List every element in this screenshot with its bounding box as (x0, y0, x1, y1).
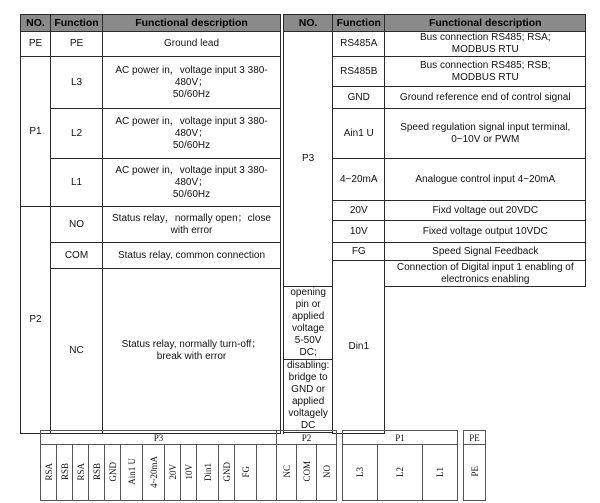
header-no: NO. (21, 15, 51, 32)
p1-description: AC power in，voltage input 3 380-480V； 50/60Hz (103, 57, 281, 109)
p3-description: Fixd voltage out 20VDC (385, 201, 586, 221)
p1-description: AC power in，voltage input 3 380-480V； 50/60Hz (103, 109, 281, 159)
header-function: Function (51, 15, 103, 32)
p1-function: L3 (51, 57, 103, 109)
p3-description: Speed regulation signal input terminal, 0~10V or PWM (385, 109, 586, 159)
p1-function: L1 (51, 159, 103, 207)
p3-description: Speed Signal Feedback (385, 243, 586, 261)
p3-description: Ground reference end of control signal (385, 87, 586, 109)
p2-function: NC (51, 269, 103, 434)
header-function-right: Function (333, 15, 385, 32)
terminal-group-p2: P2 (277, 431, 337, 445)
p3-function: 10V (333, 221, 385, 243)
p2-no: P2 (21, 207, 51, 434)
p1-function: L2 (51, 109, 103, 159)
terminal-pin: COM (297, 445, 317, 501)
terminal-pin: Ain1 U (121, 445, 143, 501)
p3-function: GND (333, 87, 385, 109)
p2-function: NO (51, 207, 103, 243)
header-no-right: NO. (284, 15, 333, 32)
p3-no: P3 (284, 32, 333, 287)
terminal-function-table (20, 14, 586, 434)
terminal-pin: L3 (343, 445, 378, 501)
terminal-block-diagram (40, 430, 486, 501)
terminal-pin: L1 (423, 445, 458, 501)
terminal-pin: Din1 (197, 445, 219, 501)
din1-description-opening: opening pin or applied voltage 5-50V DC; (284, 287, 333, 360)
p3-description: Bus connection RS485; RSB; MODBUS RTU (385, 57, 586, 87)
p3-function: RS485A (333, 32, 385, 57)
terminal-pin: NO (317, 445, 337, 501)
p3-function: 20V (333, 201, 385, 221)
p1-description: AC power in，voltage input 3 380-480V； 50/60Hz (103, 159, 281, 207)
din1-function: Din1 (333, 261, 385, 434)
pe-function: PE (51, 32, 103, 57)
header-description-right: Functional description (385, 15, 586, 32)
p2-function: COM (51, 243, 103, 269)
terminal-pin: GND (219, 445, 235, 501)
p3-function: 4~20mA (333, 159, 385, 201)
din1-description-disabling: disabling: bridge to GND or applied voltagely DC (284, 360, 333, 433)
terminal-pin: RSB (89, 445, 105, 501)
p2-description: Status relay, normally turn-off； break with error (103, 269, 281, 434)
terminal-group-p1: P1 (343, 431, 458, 445)
header-description: Functional description (103, 15, 281, 32)
p2-description: Status relay，normally open；close with error (103, 207, 281, 243)
p3-function: Ain1 U (333, 109, 385, 159)
terminal-group-p3: P3 (41, 431, 277, 445)
terminal-pin: FG (235, 445, 257, 501)
terminal-pin: GND (105, 445, 121, 501)
terminal-pin: RSA (41, 445, 57, 501)
p3-description: Bus connection RS485; RSA; MODBUS RTU (385, 32, 586, 57)
terminal-pin: NC (277, 445, 297, 501)
terminal-pin: RSA (73, 445, 89, 501)
terminal-pin: L2 (378, 445, 423, 501)
pe-description: Ground lead (103, 32, 281, 57)
terminal-pin (257, 445, 277, 501)
p3-function: RS485B (333, 57, 385, 87)
terminal-pin: 4~20mA (143, 445, 165, 501)
din1-description-enable: Connection of Digital input 1 enabling of electronics enabling (385, 261, 586, 287)
terminal-group-pe: PE (464, 431, 486, 445)
terminal-pin: 10V (181, 445, 197, 501)
terminal-pin: PE (464, 445, 486, 501)
pe-no: PE (21, 32, 51, 57)
p1-no: P1 (21, 57, 51, 207)
p3-description: Analogue control input 4~20mA (385, 159, 586, 201)
p2-description: Status relay, common connection (103, 243, 281, 269)
p3-description: Fixed voltage output 10VDC (385, 221, 586, 243)
terminal-pin: 20V (165, 445, 181, 501)
p3-function: FG (333, 243, 385, 261)
terminal-pin: RSB (57, 445, 73, 501)
